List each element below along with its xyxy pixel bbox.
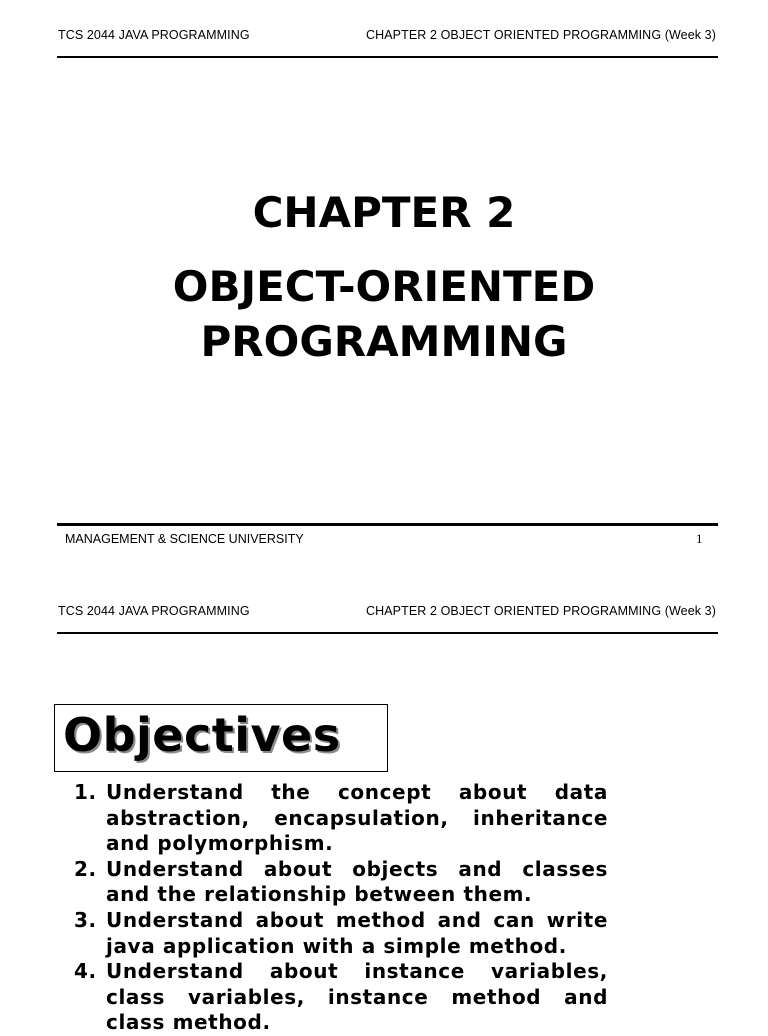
- list-item: [74, 959, 608, 1036]
- chapter-number: CHAPTER 2: [252, 188, 516, 237]
- chapter-title-line1: OBJECT-ORIENTED: [172, 262, 596, 311]
- page2-header: [58, 604, 716, 618]
- item-text: Understand the concept about data abstraction, encapsulation, inheritance and polymorphism.: [106, 780, 608, 856]
- objectives-list: [74, 780, 608, 1036]
- objectives-heading-box: [54, 704, 388, 772]
- chapter-title-line2: PROGRAMMING: [200, 317, 568, 366]
- list-item: [74, 857, 608, 908]
- objectives-heading: Objectives: [63, 708, 341, 762]
- footer-divider: [57, 523, 718, 526]
- item-number: 4.: [74, 959, 97, 984]
- page1-header: [58, 28, 716, 42]
- list-item: [74, 908, 608, 959]
- header-divider: [57, 56, 718, 58]
- item-text: Understand about objects and classes and the relationship between them.: [106, 856, 608, 907]
- chapter-header: CHAPTER 2 OBJECT ORIENTED PROGRAMMING (Week 3): [365, 604, 716, 618]
- item-number: 1.: [74, 780, 97, 804]
- item-number: 3.: [74, 907, 97, 932]
- university-name: MANAGEMENT & SCIENCE UNIVERSITY: [65, 532, 304, 546]
- item-number: 2.: [74, 856, 97, 881]
- page-number: 1: [696, 531, 703, 546]
- header-divider: [57, 632, 718, 634]
- item-text: Understand about instance variables, class variables, instance method and class method.: [106, 959, 608, 1035]
- item-text: Understand about method and can write java application with a simple method.: [106, 907, 608, 958]
- list-item: [74, 780, 608, 857]
- chapter-header: CHAPTER 2 OBJECT ORIENTED PROGRAMMING (Week 3): [365, 28, 716, 42]
- course-code: TCS 2044 JAVA PROGRAMMING: [58, 604, 250, 618]
- course-code: TCS 2044 JAVA PROGRAMMING: [58, 28, 250, 42]
